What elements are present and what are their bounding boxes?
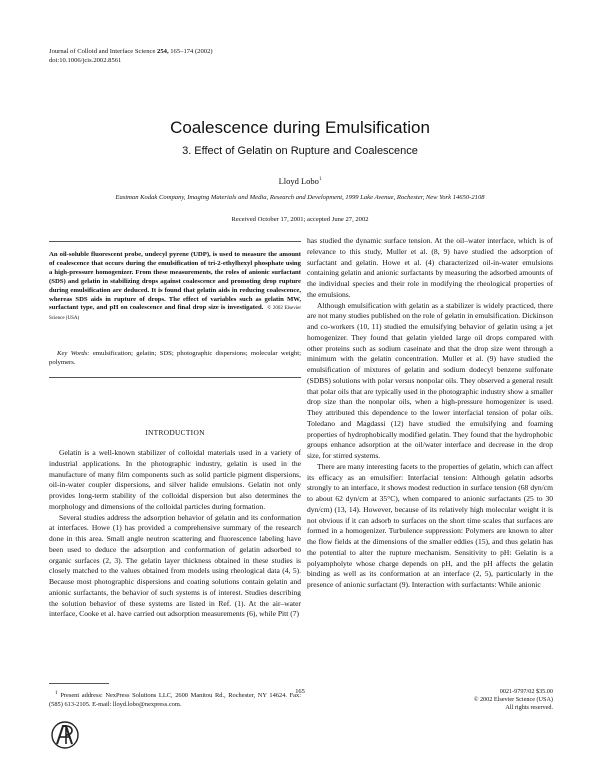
doi[interactable]: doi:10.1006/jcis.2002.8561 [49, 57, 122, 64]
copyright-rights: All rights reserved. [505, 703, 553, 711]
author-name: Lloyd Lobo [278, 176, 319, 186]
copyright-price: 0021-9797/02 $35.00 [499, 688, 553, 695]
article-subtitle: 3. Effect of Gelatin on Rupture and Coalescence [182, 145, 418, 157]
author-footnote-mark: 1 [318, 177, 322, 183]
journal-header [49, 47, 213, 65]
paragraph: Several studies address the adsorption behavior of gelatin and its conformation at interfaces. Howe (1) has provided a comprehensive summary of the research done in this area. Small angle neutron scattering and fluorescence labeling have been used to deduce the adsorption and conformation of gelatin adsorbed to organic surfaces (2, 3). The gelatin layer thickness obtained in these studies is closely matched to the values obtained from models using rheological data (4, 5). Because most photographic dispersions and coating solutions contain gelatin and anionic surfactants, the behavior of such systems is of interest. Studies describing the solution behavior of these systems are listed in Ref. (1). At the air–water interface, Cooke et al. have carried out adsorption measurements (6), while Pitt (7) [49, 512, 301, 619]
received-dates: Received October 17, 2001; accepted June 27, 2002 [231, 216, 369, 223]
keywords-label: Key Words: [57, 350, 90, 357]
page-number: 165 [295, 688, 305, 695]
publisher-logo [51, 719, 79, 751]
abstract-text: An oil-soluble fluorescent probe, undecyl pyrene (UDP), is used to measure the amount of coalescence that occurs during the emulsification of tri-2-ethylhexyl phosphate using a high-pressure homogenizer. From these measurements, the roles of anionic surfactant (SDS) and gelatin in stabilizing drops against coalescence and promoting drop rupture during emulsification are deduced. It is found that gelatin aids in reducing coalescence, whereas SDS aids in rupture of drops. The effect of variables such as gelatin MW, surfactant type, and pH on coalescence and final drop size is investigated. [49, 251, 301, 312]
journal-pages-year: 165–174 (2002) [170, 48, 213, 55]
affiliation: Eastman Kodak Company, Imaging Materials and Media, Research and Development, 1999 Lake Avenue, Rochester, New York 14650-2108 [115, 194, 485, 201]
abstract-bottom-rule [49, 377, 301, 378]
left-column [49, 448, 301, 620]
abstract-top-rule [49, 241, 301, 242]
paragraph: has studied the dynamic surface tension. At the oil–water interface, which is of relevance to this study, Muller et al. (8, 9) have studied the adsorption of surfactant and gelatin. Howe et al. (4) characterized oil-in-water emulsions containing gelatin and anionic surfactants by measuring the adsorbed amounts of the individual species and their role in modifying the rheological properties of the emulsions. [307, 236, 553, 299]
abstract-copyright: © 2002 Elsevier Science (USA) [49, 306, 301, 322]
paragraph: Although emulsification with gelatin as a stabilizer is widely practiced, there are not many studies published on the role of gelatin in emulsification. Dickinson and co-workers (10, 11) studied the emulsifying behavior of gelatin using a jet homogenizer. They found that gelatin yielded large oil drops compared with other proteins such as sodium caseinate and that the drop size went through a minimum with the gelatin concentration. Muller et al. (9) have studied the emulsification of mixtures of gelatin and sodium dodecyl benzene sulfonate (SDBS) solutions with polar versus nonpolar oils. They observed a general result that polar oils that are typically used in the photographic industry show a smaller drop size than the nonpolar oils, when a high-pressure homogenizer is used. They attributed this dependence to the lower interfacial tension of polar oils. Toledano and Magdassi (12) have studied the emulsifying and foaming properties of hydrophobically modified gelatin. They found that the hydrophobic groups enhance adsorption at the oil/water interface and decrease in the drop size, for stirred systems. [307, 300, 553, 460]
footnote-text: Present address: NexPress Solutions LLC, 2600 Manitou Rd., Rochester, NY 14624. Fax: (585) 613-2105. E-mail: lloyd.lobo@nexpress.com. [49, 692, 301, 708]
journal-volume: 254, [157, 48, 169, 55]
keywords [49, 350, 301, 368]
footnote-rule [49, 683, 109, 684]
publisher-logo-icon [51, 719, 79, 751]
journal-citation [49, 47, 213, 56]
article-title: Coalescence during Emulsification [170, 118, 430, 137]
abstract [49, 251, 301, 324]
section-heading-introduction: INTRODUCTION [145, 428, 205, 437]
copyright-block [470, 688, 553, 711]
paragraph: Gelatin is a well-known stabilizer of colloidal materials used in a variety of industrial applications. In the photographic industry, gelatin is used in the manufacture of many film components such as solid particle pigment dispersions, oil-in-water coupler dispersions, and silver halide emulsions. Gelatin not only provides long-term stability of the colloidal dispersion but also determines the morphology and dimensions of the colloidal particles during formation. [49, 448, 301, 511]
keywords-text: emulsification; gelatin; SDS; photographic dispersions; molecular weight; polymers. [49, 350, 301, 366]
footnote-mark: 1 [55, 690, 58, 696]
copyright-holder: © 2002 Elsevier Science (USA) [473, 695, 553, 703]
author-line [0, 176, 600, 186]
journal-name: Journal of Colloid and Interface Science [49, 48, 156, 55]
right-column [307, 236, 553, 591]
paragraph: There are many interesting facets to the properties of gelatin, which can affect its efficacy as an emulsifier: Interfacial tension: Although gelatin adsorbs strongly to an interface, it shows modest reduction in surface tension (68 dyn/cm to about 62 dyn/cm at 35°C), when compared to anionic surfactants (25 to 30 dyn/cm) (13, 14). However, because of its relatively high molecular weight it is not obvious if it can adsorb to surfaces on the short time scales that surfaces are formed in a homogenizer. Turbulence suppression: Polymers are known to alter the flow fields at the dimensions of the smaller eddies (15), and thus gelatin has the potential to alter the rupture mechanism. Sensitivity to pH: Gelatin is a polyampholyte whose charge depends on pH, and the pH affects the gelatin binding as well as its conformation at an interface (2, 5), particularly in the presence of anionic surfactant (9). Interaction with surfactants: While anionic [307, 461, 553, 589]
